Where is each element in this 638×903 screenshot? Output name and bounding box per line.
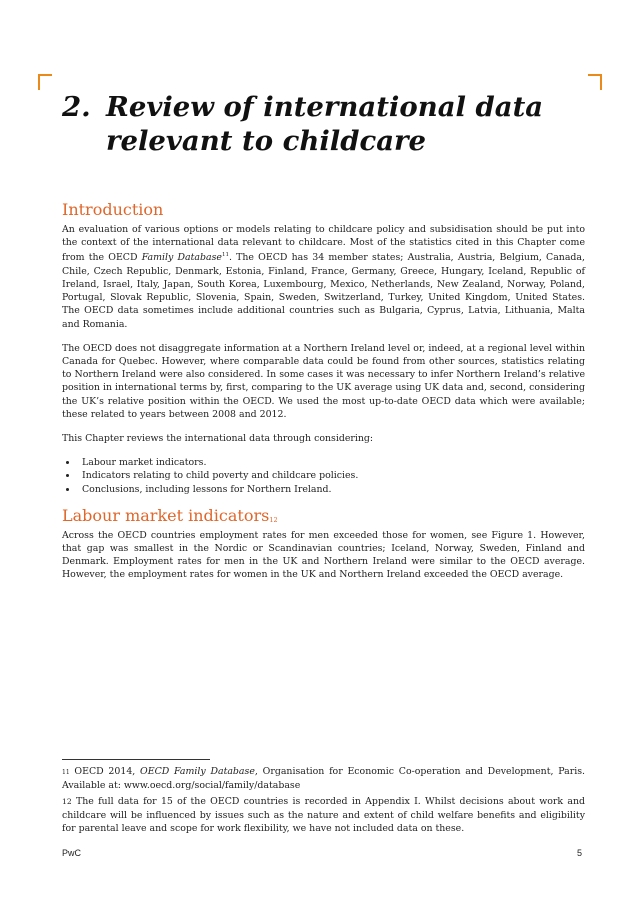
footnote-divider <box>62 759 210 760</box>
intro-p1-italic: Family Database <box>141 252 222 264</box>
corner-mark-right <box>588 74 602 90</box>
list-item: • Indicators relating to child poverty and childcare policies. <box>78 469 585 482</box>
footnote-11-text-b: , Organisation for Economic Co-operation and Development, Paris. Available at: www.oecd.org/social/family/database <box>62 766 585 792</box>
footnotes <box>62 765 585 838</box>
footnote-12-number: 12 <box>62 797 72 807</box>
intro-p1-text-a: An evaluation of various options or models relating to childcare policy and subsidisation should be put into the context of the international data relevant to childcare. Most of the statistics cited in this Chapter come from the OECD <box>62 224 585 264</box>
footnote-12 <box>62 795 585 835</box>
footnote-ref-11: 11 <box>221 252 229 259</box>
footnote-11-number: 11 <box>62 769 70 776</box>
list-item: • Labour market indicators. <box>78 456 585 469</box>
labour-heading-text: Labour market indicators <box>62 505 270 525</box>
introduction-heading: Introduction <box>62 200 164 219</box>
chapter-number: 2. <box>62 91 91 123</box>
chapter-title-text: Review of international data relevant to childcare <box>106 91 544 157</box>
list-item: • Conclusions, including lessons for Northern Ireland. <box>78 483 585 496</box>
footnote-11-italic: OECD Family Database <box>140 766 255 777</box>
intro-paragraph-2: The OECD does not disaggregate information at a Northern Ireland level or, indeed, at a regional level within Canada for Quebec. However, where comparable data could be found from other sources, statistics relating to Northern Ireland were also considered. In some cases it was necessary to infer Northern Ireland’s relative position in international terms by, first, comparing to the UK average using UK data and, second, considering the UK’s relative position within the OECD. We used the most up-to-date OECD data which were available; these related to years between 2008 and 2012. <box>62 342 585 420</box>
footnote-12-text: The full data for 15 of the OECD countries is recorded in Appendix I. Whilst decisions about work and childcare will be influenced by issues such as the nature and extent of child welfare benefits and eligibility for parental leave and scope for work flexibility, we have not included data on these. <box>62 796 585 834</box>
page-number: 5 <box>576 848 582 858</box>
intro-paragraph-3: This Chapter reviews the international data through considering: <box>62 432 374 444</box>
footer-brand: PwC <box>62 848 82 858</box>
corner-mark-left <box>38 74 52 90</box>
footnote-11 <box>62 765 585 792</box>
main-content <box>62 200 585 593</box>
bullet-list <box>62 456 585 496</box>
footnote-ref-12: 12 <box>269 515 278 524</box>
intro-paragraph-1 <box>62 223 585 331</box>
footnote-11-text-a: OECD 2014, <box>69 766 141 777</box>
intro-p1-text-b: . The OECD has 34 member states; Australia, Austria, Belgium, Canada, Chile, Czech Republic, Denmark, Estonia, Finland, France, Germany, Greece, Hungary, Iceland, Republic of Ireland, Israel, Italy, Japan, South Korea, Luxembourg, Mexico, Netherlands, New Zealand, Norway, Poland, Portugal, Slovak Republic, Slovenia, Spain, Sweden, Switzerland, Turkey, United Kingdom, United States. The OECD data sometimes include additional countries such as Bulgaria, Cyprus, Latvia, Lithuania, Malta and Romania. <box>62 252 585 330</box>
labour-heading <box>62 506 585 526</box>
labour-paragraph-1: Across the OECD countries employment rates for men exceeded those for women, see Figure 1. However, that gap was smallest in the Nordic or Scandinavian countries; Iceland, Norway, Sweden, Finland and Denmark. Employment rates for men in the UK and Northern Ireland were similar to the OECD average. However, the employment rates for women in the UK and Northern Ireland exceeded the OECD average. <box>62 529 585 581</box>
